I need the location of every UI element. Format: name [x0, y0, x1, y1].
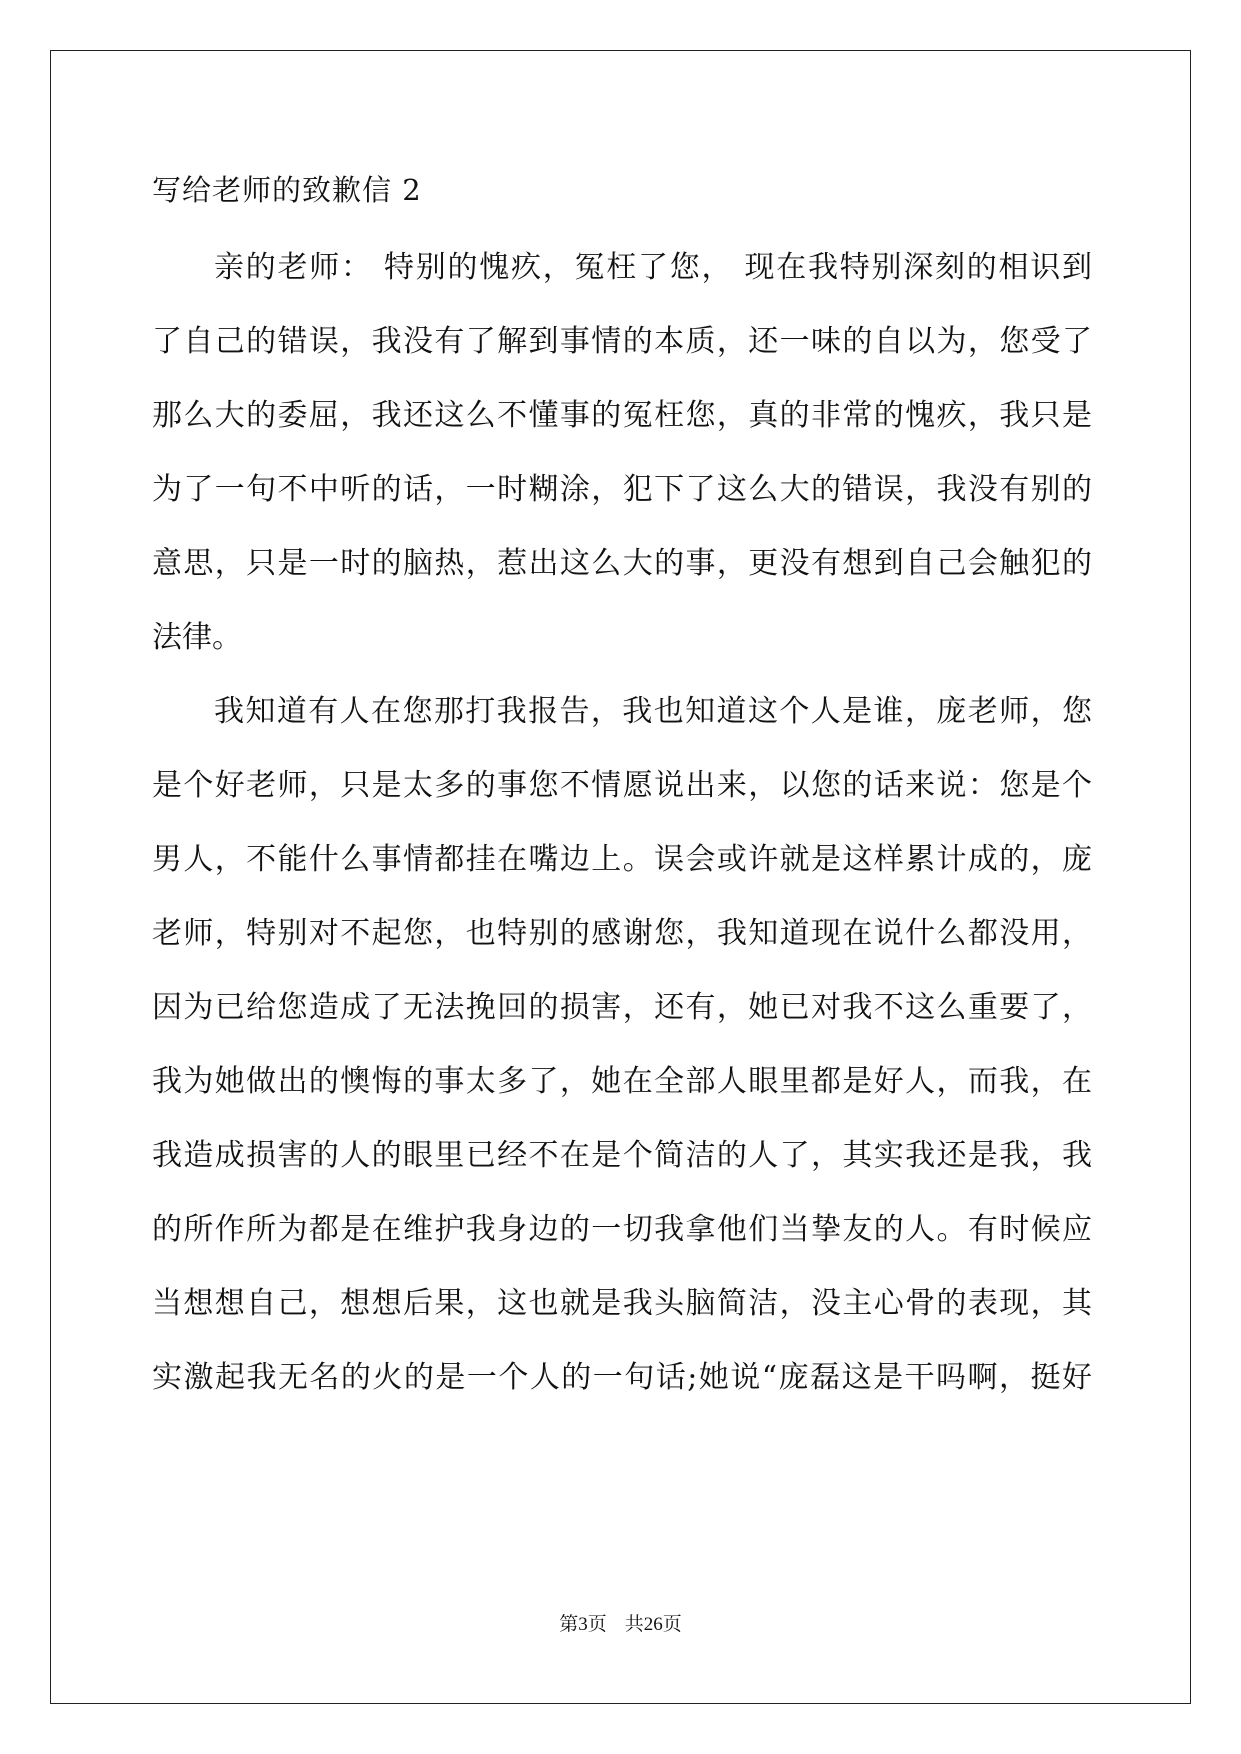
paragraph-2-line: 我知道有人在您那打我报告，我也知道这个人是谁，庞老师，您 [214, 694, 1092, 729]
paragraph-2-line: 老师，特别对不起您，也特别的感谢您，我知道现在说什么都没用， [152, 916, 1092, 951]
document-title: 写给老师的致歉信 2 [152, 173, 422, 207]
paragraph-1-line: 法律。 [152, 620, 242, 655]
paragraph-1-line: 了自己的错误，我没有了解到事情的本质，还一味的自以为，您受了 [152, 324, 1092, 359]
page-prefix: 第 [559, 1613, 579, 1635]
total-suffix: 页 [662, 1613, 682, 1635]
page-number: 3 [578, 1614, 588, 1635]
paragraph-1-line: 那么大的委屈，我还这么不懂事的冤枉您，真的非常的愧疚，我只是 [152, 398, 1092, 433]
paragraph-2-line: 我造成损害的人的眼里已经不在是个简洁的人了，其实我还是我，我 [152, 1138, 1092, 1173]
paragraph-2-line: 是个好老师，只是太多的事您不情愿说出来，以您的话来说：您是个 [152, 768, 1092, 803]
paragraph-2-line: 实激起我无名的火的是一个人的一句话;她说“庞磊这是干吗啊，挺好 [152, 1360, 1092, 1395]
paragraph-2-line: 的所作所为都是在维护我身边的一切我拿他们当挚友的人。有时候应 [152, 1212, 1092, 1247]
paragraph-2-line: 因为已给您造成了无法挽回的损害，还有，她已对我不这么重要了， [152, 990, 1092, 1025]
paragraph-1-line: 意思，只是一时的脑热，惹出这么大的事，更没有想到自己会触犯的 [152, 546, 1092, 581]
total-prefix: 共 [624, 1613, 644, 1635]
paragraph-2-line: 当想想自己，想想后果，这也就是我头脑简洁，没主心骨的表现，其 [152, 1286, 1092, 1321]
paragraph-1-line: 亲的老师： 特别的愧疚，冤枉了您， 现在我特别深刻的相识到 [214, 250, 1092, 285]
total-pages: 26 [643, 1614, 663, 1635]
paragraph-2-line: 男人，不能什么事情都挂在嘴边上。误会或许就是这样累计成的，庞 [152, 842, 1092, 877]
page-footer [0, 1612, 1241, 1637]
paragraph-1-line: 为了一句不中听的话，一时糊涂，犯下了这么大的错误，我没有别的 [152, 472, 1092, 507]
paragraph-2-line: 我为她做出的懊悔的事太多了，她在全部人眼里都是好人，而我，在 [152, 1064, 1092, 1099]
page-suffix: 页 [587, 1613, 607, 1635]
